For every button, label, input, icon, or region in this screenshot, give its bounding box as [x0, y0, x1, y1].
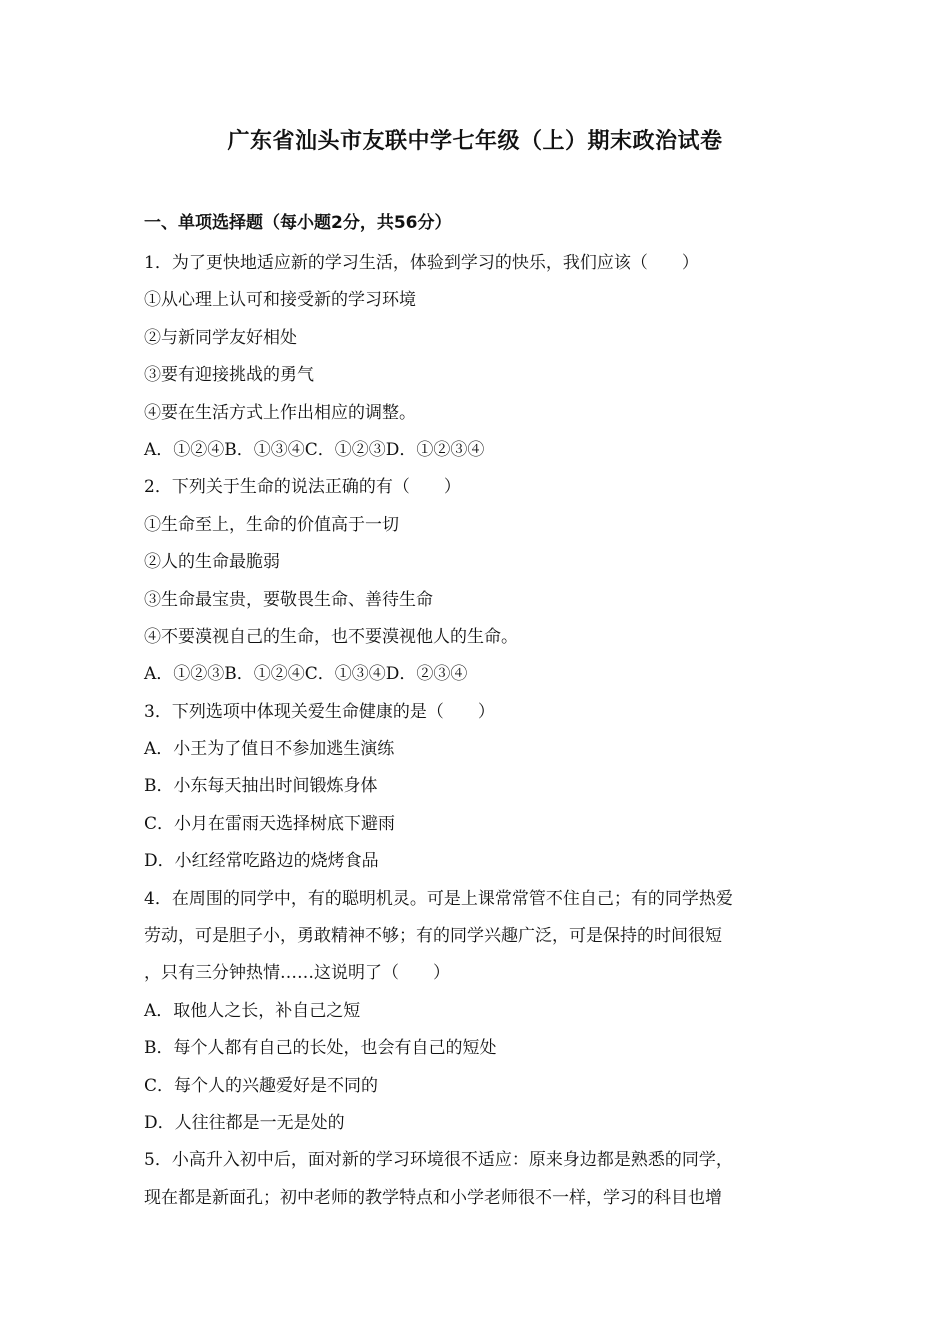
question-4-stem: ，只有三分钟热情……这说明了（ ）: [144, 963, 450, 984]
question-2-statement: ②人的生命最脆弱: [144, 552, 280, 573]
question-4-option: C．每个人的兴趣爱好是不同的: [144, 1075, 379, 1096]
question-4-option: B．每个人都有自己的长处，也会有自己的短处: [144, 1038, 497, 1059]
question-2-options: A．①②③B．①②④C．①③④D．②③④: [144, 664, 468, 685]
question-1-statement: ③要有迎接挑战的勇气: [144, 365, 314, 386]
question-text: [144, 245, 824, 1217]
question-1-statement: ②与新同学友好相处: [144, 327, 297, 348]
question-3-option: B．小东每天抽出时间锻炼身体: [144, 776, 378, 797]
question-2-statement: ③生命最宝贵，要敬畏生命、善待生命: [144, 589, 433, 610]
question-1-options: A．①②④B．①③④C．①②③D．①②③④: [144, 439, 485, 460]
question-1-stem: 1．为了更快地适应新的学习生活，体验到学习的快乐，我们应该（ ）: [144, 253, 699, 273]
question-5-stem: 5．小高升入初中后，面对新的学习环境很不适应：原来身边都是熟悉的同学，: [144, 1150, 733, 1171]
question-4-stem: 劳动，可是胆子小，勇敢精神不够；有的同学兴趣广泛，可是保持的时间很短: [144, 926, 722, 947]
question-1-statement: ④要在生活方式上作出相应的调整。: [144, 402, 416, 423]
question-2-statement: ④不要漠视自己的生命，也不要漠视他人的生命。: [144, 626, 518, 647]
question-3-stem: 3．下列选项中体现关爱生命健康的是（ ）: [144, 701, 495, 722]
question-4-option: D．人往往都是一无是处的: [144, 1112, 345, 1133]
question-3-option: C．小月在雷雨天选择树底下避雨: [144, 813, 396, 834]
page-title: 广东省汕头市友联中学七年级（上）期末政治试卷: [227, 129, 723, 154]
question-2-stem: 2．下列关于生命的说法正确的有（ ）: [144, 477, 461, 498]
question-1-statement: ①从心理上认可和接受新的学习环境: [144, 290, 416, 311]
section-heading: 一、单项选择题（每小题2分，共56分）: [144, 213, 452, 233]
question-3-option: A．小王为了值日不参加逃生演练: [144, 739, 395, 760]
question-3-option: D．小红经常吃路边的烧烤食品: [144, 851, 379, 872]
question-4-option: A．取他人之长，补自己之短: [144, 1000, 361, 1021]
question-2-statement: ①生命至上，生命的价值高于一切: [144, 514, 399, 535]
question-5-stem: 现在都是新面孔；初中老师的教学特点和小学老师很不一样，学习的科目也增: [144, 1187, 722, 1208]
question-4-stem: 4．在周围的同学中，有的聪明机灵。可是上课常常管不住自己；有的同学热爱: [144, 888, 733, 909]
